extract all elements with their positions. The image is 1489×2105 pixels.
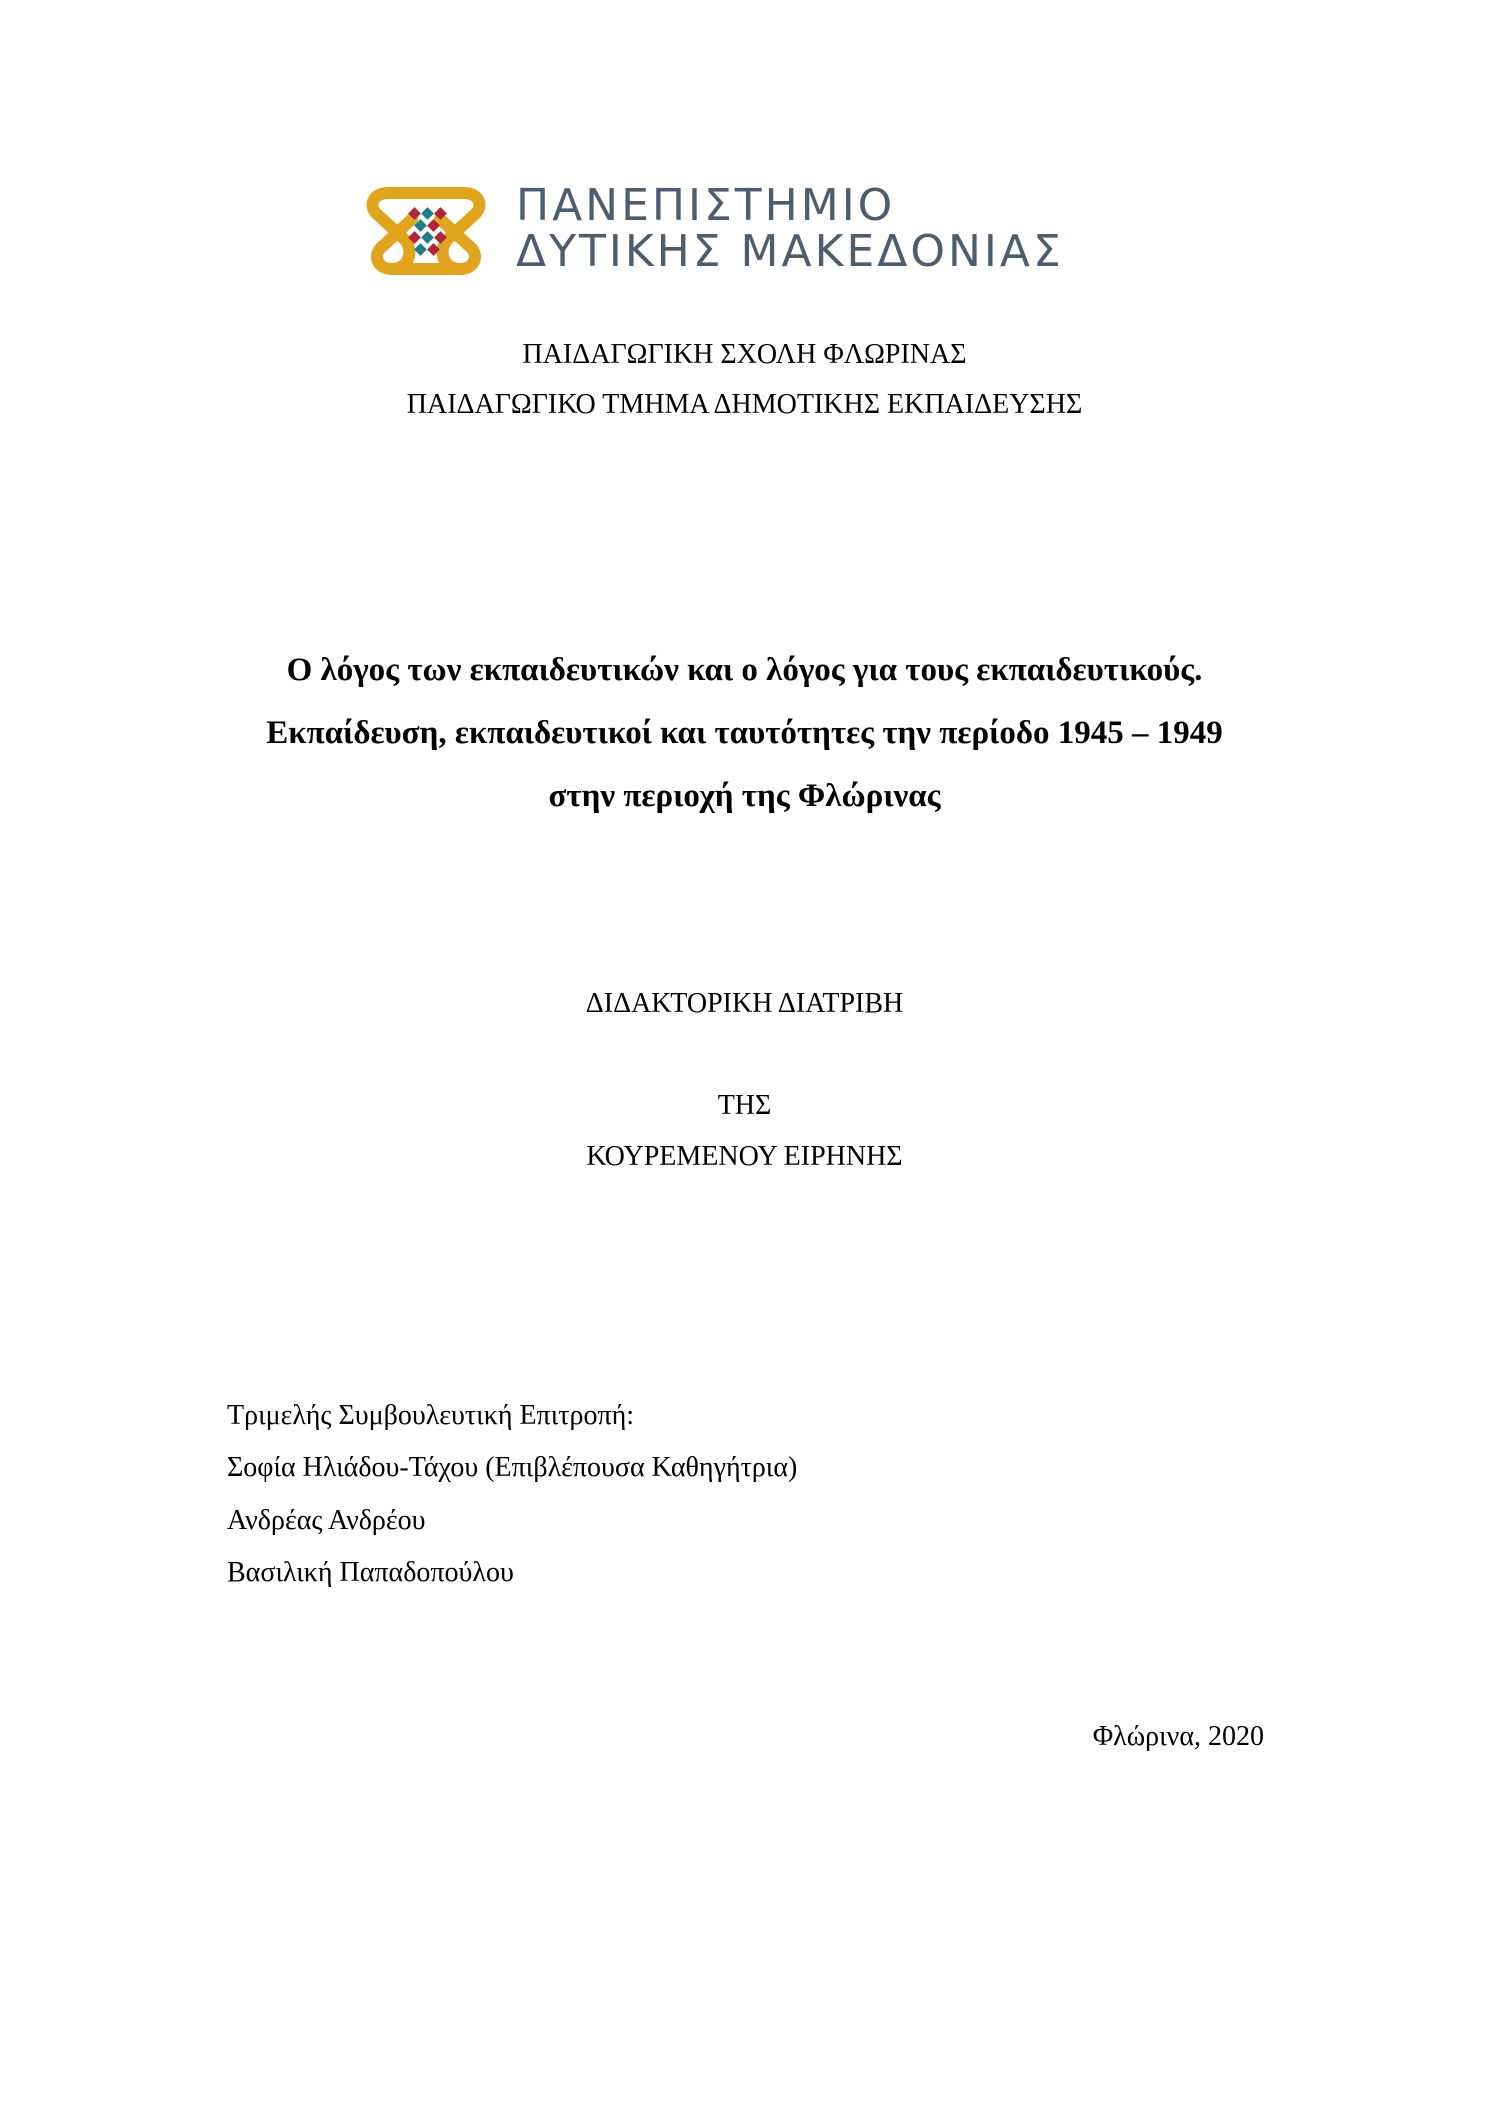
author-name: ΚΟΥΡΕΜΕΝΟΥ ΕΙΡΗΝΗΣ xyxy=(586,1141,903,1172)
committee-heading: Τριμελής Συμβουλευτική Επιτροπή: xyxy=(227,1400,635,1431)
university-name xyxy=(516,180,1064,277)
university-name-line1: ΠΑΝΕΠΙΣΤΗΜΙΟ xyxy=(516,180,896,231)
thesis-title-line1: Ο λόγος των εκπαιδευτικών και ο λόγος για τους εκπαιδευτικούς. xyxy=(286,652,1203,688)
university-logo xyxy=(366,180,1116,279)
thesis-type: ΔΙΔΑΚΤΟΡΙΚΗ ΔΙΑΤΡΙΒΗ xyxy=(585,988,904,1019)
university-name-line2: ΔΥΤΙΚΗΣ ΜΑΚΕΔΟΝΙΑΣ xyxy=(516,226,1064,277)
committee-member: Βασιλική Παπαδοπούλου xyxy=(227,1557,514,1588)
knot-emblem-icon xyxy=(366,183,486,279)
place-and-date: Φλώρινα, 2020 xyxy=(1092,1721,1264,1752)
author-prefix: ΤΗΣ xyxy=(717,1090,772,1121)
school-name: ΠΑΙΔΑΓΩΓΙΚΗ ΣΧΟΛΗ ΦΛΩΡΙΝΑΣ xyxy=(522,339,967,370)
thesis-title-line3: στην περιοχή της Φλώρινας xyxy=(548,778,941,814)
committee-member: Ανδρέας Ανδρέου xyxy=(227,1505,426,1536)
thesis-title-line2: Εκπαίδευση, εκπαιδευτικοί και ταυτότητες την περίοδο 1945 – 1949 xyxy=(266,715,1223,751)
committee-member: Σοφία Ηλιάδου-Τάχου (Επιβλέπουσα Καθηγήτρια) xyxy=(227,1452,798,1483)
department-name: ΠΑΙΔΑΓΩΓΙΚΟ ΤΜΗΜΑ ΔΗΜΟΤΙΚΗΣ ΕΚΠΑΙΔΕΥΣΗΣ xyxy=(406,389,1083,420)
